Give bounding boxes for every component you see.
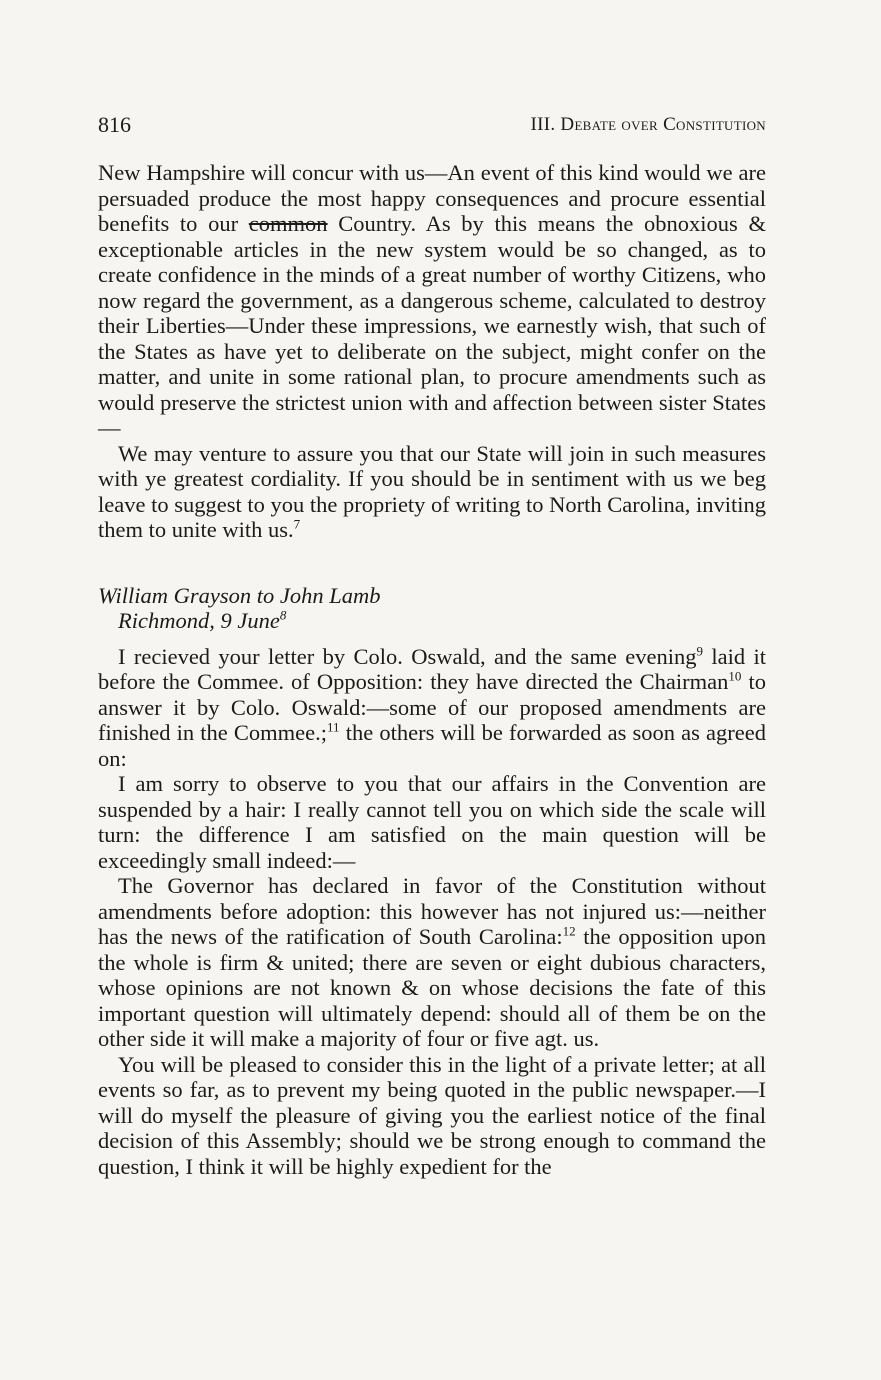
letter-two-paragraph-1 bbox=[98, 644, 766, 772]
footnote-marker: 9 bbox=[696, 643, 704, 658]
struck-word: common bbox=[248, 211, 328, 236]
letter-two-paragraph-4 bbox=[98, 1052, 766, 1180]
heading-spacer bbox=[98, 634, 766, 644]
letter-two-paragraph-3 bbox=[98, 873, 766, 1052]
text-segment: the opposition upon the whole is firm & united; there are seven or eight dubious characters, whose opinions are not known & on whose decisions the fate of this important question will ultimately depend: should all of them be on the other side it will make a majority of four or five agt. us. bbox=[98, 924, 767, 1051]
running-head: III. Debate over Constitution bbox=[530, 114, 766, 135]
body-text bbox=[98, 160, 766, 1179]
footnote-marker: 8 bbox=[279, 607, 287, 623]
page-number: 816 bbox=[98, 112, 131, 137]
text-segment: laid it before the Commee. of Opposition: they have directed the Chairman bbox=[98, 643, 766, 694]
letter-one-paragraph-1 bbox=[98, 160, 766, 441]
footnote-marker: 11 bbox=[327, 719, 340, 735]
letter-two-paragraph-2 bbox=[98, 771, 766, 873]
text-segment: You will be pleased to consider this in the light of a private letter; at all events so far, as to prevent my being quoted in the public newspaper.—I will do myself the pleasure of giving you the earliest notice of the final decision of this Assembly; should we be strong enough to command the question, I think it will be highly expedient for the bbox=[98, 1051, 766, 1179]
letter-place-date bbox=[118, 608, 766, 634]
footnote-marker: 7 bbox=[293, 516, 301, 532]
text-segment: the others will be forwarded as soon as agreed on: bbox=[98, 720, 766, 771]
footnote-marker: 10 bbox=[728, 668, 742, 684]
text-segment: The Governor has declared in favor of the Constitution without amendments before adoption: this however has not injured us:—neither has the news of the ratification of South Carolina: bbox=[98, 873, 766, 949]
place-date-text: Richmond, 9 June bbox=[118, 608, 280, 633]
letter-one-paragraph-2 bbox=[98, 441, 766, 543]
text-segment: I recieved your letter by Colo. Oswald, and the same evening bbox=[118, 643, 697, 669]
text-segment: New Hampshire will concur with us—An event of this kind would we are persuaded produce the most happy consequences and procure essential benefits to our bbox=[98, 160, 766, 236]
letter-heading: William Grayson to John Lamb bbox=[98, 582, 381, 608]
text-segment: to answer it by Colo. Oswald:—some of our proposed amendments are finished in the Commee.; bbox=[98, 669, 766, 745]
section-spacer bbox=[98, 543, 766, 583]
page-header bbox=[98, 112, 766, 142]
text-segment: Country. As by this means the obnoxious & exceptionable articles in the new system would be so changed, as to create confidence in the minds of a great number of worthy Citizens, who now regard the government, as a dangerous scheme, calculated to destroy their Liberties—Under these impressions, we earnestly wish, that such of the States as have yet to deliberate on the subject, might confer on the matter, and unite in some rational plan, to procure amendments such as would preserve the strictest union with and affection between sister States— bbox=[98, 211, 766, 440]
text-segment: I am sorry to observe to you that our affairs in the Convention are suspended by a hair: I really cannot tell you on which side the scale will turn: the difference I am satisfied on the main question will be exceedingly small indeed:— bbox=[98, 771, 766, 873]
text-segment: We may venture to assure you that our State will join in such measures with ye greatest cordiality. If you should be in sentiment with us we beg leave to suggest to you the propriety of writing to North Carolina, inviting them to unite with us. bbox=[98, 440, 767, 542]
footnote-marker: 12 bbox=[562, 923, 576, 939]
